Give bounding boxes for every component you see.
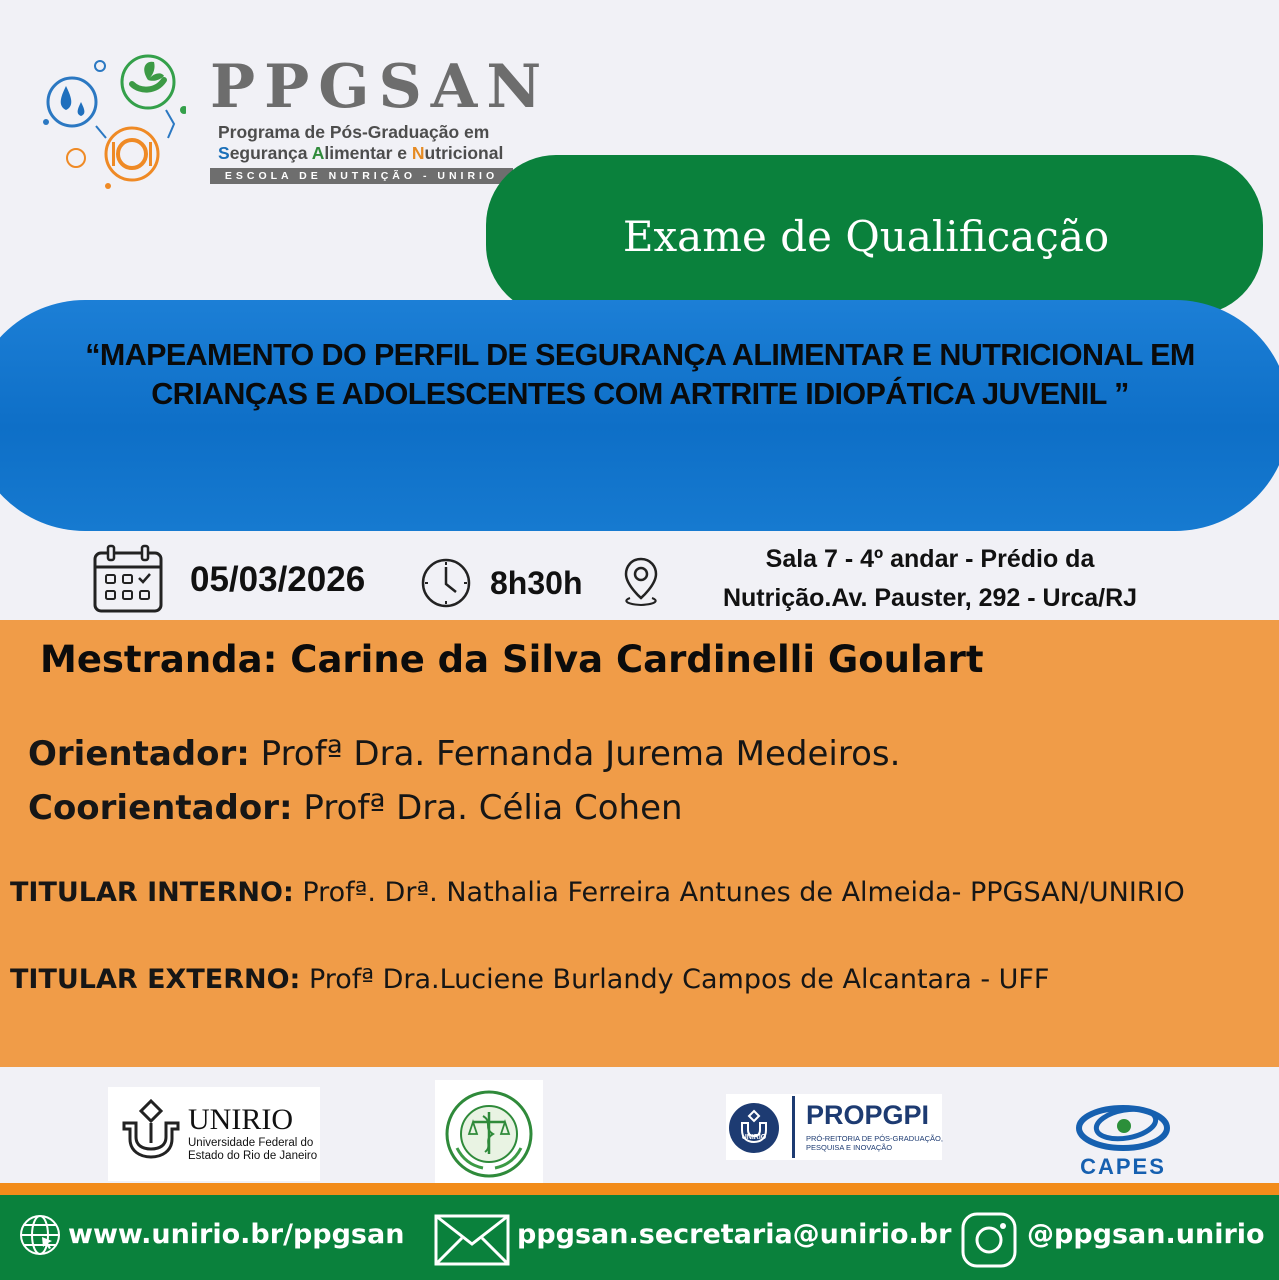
location-pin-icon <box>620 556 662 608</box>
logo-letter-a: A <box>311 143 325 163</box>
escola-nutricao-logo <box>435 1080 543 1187</box>
capes-label: CAPES <box>1080 1154 1166 1179</box>
logo-word-seguranca: egurança <box>229 143 312 163</box>
globe-icon <box>18 1213 62 1257</box>
clock-icon <box>420 557 472 609</box>
unirio-subtitle-line1: Universidade Federal do <box>188 1137 314 1149</box>
logo-letter-s: S <box>218 143 230 163</box>
external-member-label: TITULAR EXTERNO: <box>10 964 301 995</box>
internal-member-line <box>10 877 1185 908</box>
event-place <box>680 540 1180 618</box>
website-link[interactable]: www.unirio.br/ppgsan <box>68 1219 405 1250</box>
external-member-name: Profª Dra.Luciene Burlandy Campos de Alcantara - UFF <box>300 964 1050 995</box>
email-link[interactable]: ppgsan.secretaria@unirio.br <box>517 1219 952 1250</box>
capes-emblem-icon <box>1074 1098 1172 1154</box>
unirio-title: UNIRIO <box>188 1103 293 1136</box>
coadvisor-label: Coorientador: <box>28 788 293 828</box>
unirio-subtitle <box>188 1137 317 1163</box>
logo-letter-n: N <box>411 143 425 163</box>
event-place-line1: Sala 7 - 4º andar - Prédio da <box>765 545 1095 573</box>
propgpi-subtitle-line1: PRÓ-REITORIA DE PÓS-GRADUAÇÃO, <box>806 1134 943 1143</box>
logo-subtitle-line2 <box>218 143 503 164</box>
internal-member-name: Profª. Drª. Nathalia Ferreira Antunes de Almeida- PPGSAN/UNIRIO <box>293 877 1185 908</box>
footer-stripe <box>0 1183 1279 1195</box>
unirio-emblem-icon <box>120 1099 182 1159</box>
mail-icon <box>434 1214 510 1266</box>
student-name: Mestranda: Carine da Silva Cardinelli Goulart <box>40 638 984 681</box>
event-date: 05/03/2026 <box>190 560 366 599</box>
propgpi-subtitle-line2: PESQUISA E INOVAÇÃO <box>806 1143 893 1152</box>
calendar-icon <box>92 543 164 615</box>
external-member-line <box>10 964 1049 995</box>
logo-word-nutricional: utricional <box>424 143 504 163</box>
unirio-logo <box>108 1087 320 1181</box>
ppgsan-logo-title: PPGSAN <box>210 52 551 122</box>
committee-panel <box>0 620 1279 1067</box>
advisor-label: Orientador: <box>28 734 250 774</box>
propgpi-title: PROPGPI <box>806 1100 930 1130</box>
propgpi-subtitle <box>806 1134 943 1152</box>
logo-band: ESCOLA DE NUTRIÇÃO - UNIRIO <box>210 168 513 184</box>
logo-word-alimentar: limentar e <box>324 143 412 163</box>
propgpi-divider <box>792 1096 795 1158</box>
ppgsan-logo-icon <box>36 50 186 195</box>
coadvisor-line <box>28 788 683 828</box>
capes-logo <box>1070 1098 1176 1180</box>
exam-type-title: Exame de Qualificação <box>622 212 1110 261</box>
title-banner <box>0 300 1279 531</box>
event-time: 8h30h <box>490 565 583 601</box>
propgpi-logo <box>726 1094 942 1160</box>
nutrition-school-seal-icon <box>443 1088 535 1180</box>
propgpi-badge-icon <box>728 1102 780 1154</box>
instagram-icon <box>960 1211 1018 1269</box>
instagram-link[interactable]: @ppgsan.unirio <box>1027 1219 1265 1250</box>
coadvisor-name: Profª Dra. Célia Cohen <box>292 788 683 828</box>
event-place-line2: Nutrição.Av. Pauster, 292 - Urca/RJ <box>722 584 1138 612</box>
internal-member-label: TITULAR INTERNO: <box>10 877 294 908</box>
advisor-name: Profª Dra. Fernanda Jurema Medeiros. <box>249 734 901 774</box>
thesis-title: “MAPEAMENTO DO PERFIL DE SEGURANÇA ALIMENTAR E NUTRICIONAL EM CRIANÇAS E ADOLESCENTES COM ARTRITE IDIOPÁTICA JUVENIL ” <box>85 338 1195 411</box>
advisor-line <box>28 734 900 774</box>
logo-subtitle-line1: Programa de Pós-Graduação em <box>218 122 490 142</box>
unirio-subtitle-line2: Estado do Rio de Janeiro <box>188 1150 318 1162</box>
propgpi-badge-text: UNIRIO <box>741 1134 767 1141</box>
